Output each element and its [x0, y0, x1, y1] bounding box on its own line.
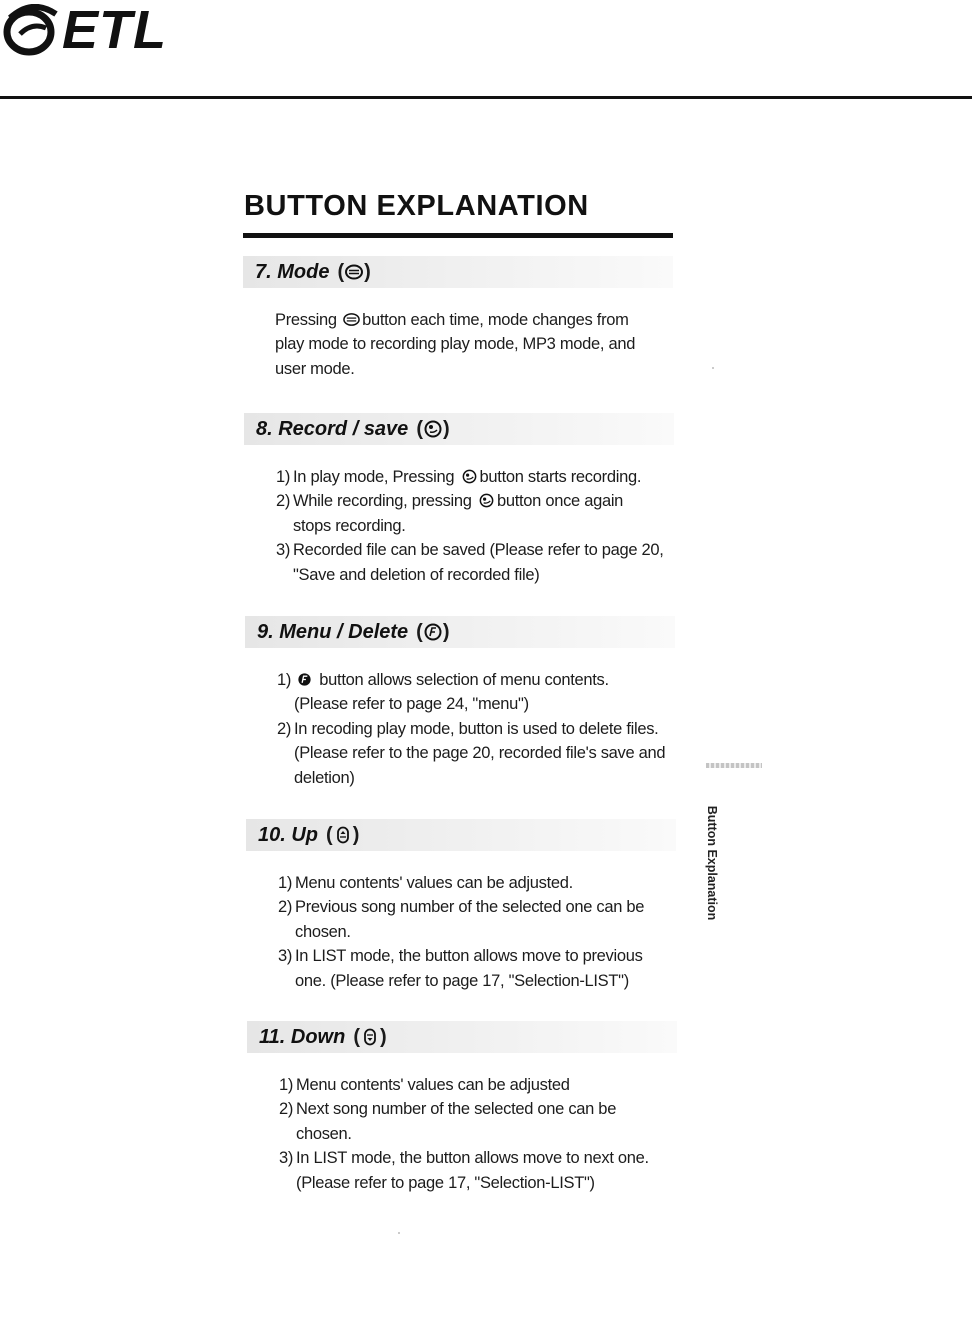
- list-item: 3) In LIST mode, the button allows move to next one. (Please refer to page 17, "Selection-LIST"): [279, 1149, 649, 1192]
- down-icon: [361, 1028, 379, 1046]
- scan-speck: [398, 1232, 400, 1234]
- record-icon: [461, 469, 478, 484]
- section-body: [245, 668, 675, 790]
- list-item: 1) Menu contents' values can be adjusted: [279, 1076, 570, 1094]
- section-body: [243, 308, 673, 381]
- up-icon: [334, 826, 352, 844]
- title-divider: [243, 233, 673, 238]
- list-item: 1) Menu contents' values can be adjusted.: [278, 874, 573, 892]
- section-heading: 8. Record / save: [256, 417, 409, 440]
- section-body: [247, 1073, 677, 1195]
- paragraph-line: user mode.: [275, 359, 355, 378]
- section-body: [246, 871, 676, 993]
- section-up: [246, 819, 676, 993]
- section-header: 10. Up ( ): [246, 819, 676, 851]
- section-record-save: [244, 413, 674, 587]
- header-divider: [0, 96, 972, 99]
- section-heading: 11. Down: [259, 1025, 346, 1048]
- mode-icon: [345, 263, 363, 281]
- side-tab-marker: [706, 763, 762, 768]
- list-item: 2) Previous song number of the selected one can be chosen.: [278, 898, 645, 941]
- section-header: 11. Down ( ): [247, 1021, 677, 1053]
- list-item: 2) While recording, pressing button once again stops recording.: [276, 492, 624, 535]
- section-heading: 9. Menu / Delete: [257, 620, 409, 643]
- list-item: 1) button allows selection of menu contents. (Please refer to page 24, "menu"): [277, 671, 609, 714]
- list-item: 3) In LIST mode, the button allows move to previous one. (Please refer to page 17, "Selection-LIST"): [278, 947, 643, 990]
- side-tab-label: Button Explanation: [705, 805, 719, 921]
- menu-icon: [424, 623, 442, 641]
- paragraph-line: play mode to recording play mode, MP3 mode, and: [275, 335, 636, 354]
- record-icon: [478, 493, 495, 508]
- scan-speck: [712, 367, 714, 369]
- list-item: 2) In recoding play mode, button is used to delete files. (Please refer to the page 20, recorded file's save and deletion): [277, 719, 666, 787]
- record-icon: [424, 420, 442, 438]
- paragraph-line: Pressing button each time, mode changes from: [275, 311, 629, 329]
- section-heading: 10. Up: [258, 823, 319, 846]
- brand-name: ETL: [62, 0, 167, 60]
- page-title: BUTTON EXPLANATION: [244, 190, 589, 222]
- list-item: 1) In play mode, Pressing button starts recording.: [276, 468, 642, 486]
- etl-logo-icon: [2, 4, 60, 56]
- section-mode: [243, 256, 673, 381]
- brand-logo: [2, 0, 167, 60]
- section-menu-delete: [245, 616, 675, 790]
- section-header: 7. Mode ( ): [243, 256, 673, 288]
- section-body: [244, 465, 674, 587]
- list-item: 2) Next song number of the selected one can be chosen.: [279, 1100, 617, 1143]
- mode-icon: [343, 312, 360, 327]
- section-down: [247, 1021, 677, 1195]
- section-heading: 7. Mode: [255, 260, 330, 283]
- section-header: 9. Menu / Delete ( ): [245, 616, 675, 648]
- section-header: 8. Record / save ( ): [244, 413, 674, 445]
- list-item: 3) Recorded file can be saved (Please refer to page 20, "Save and deletion of recorded file): [276, 541, 664, 584]
- menu-icon: [296, 672, 313, 687]
